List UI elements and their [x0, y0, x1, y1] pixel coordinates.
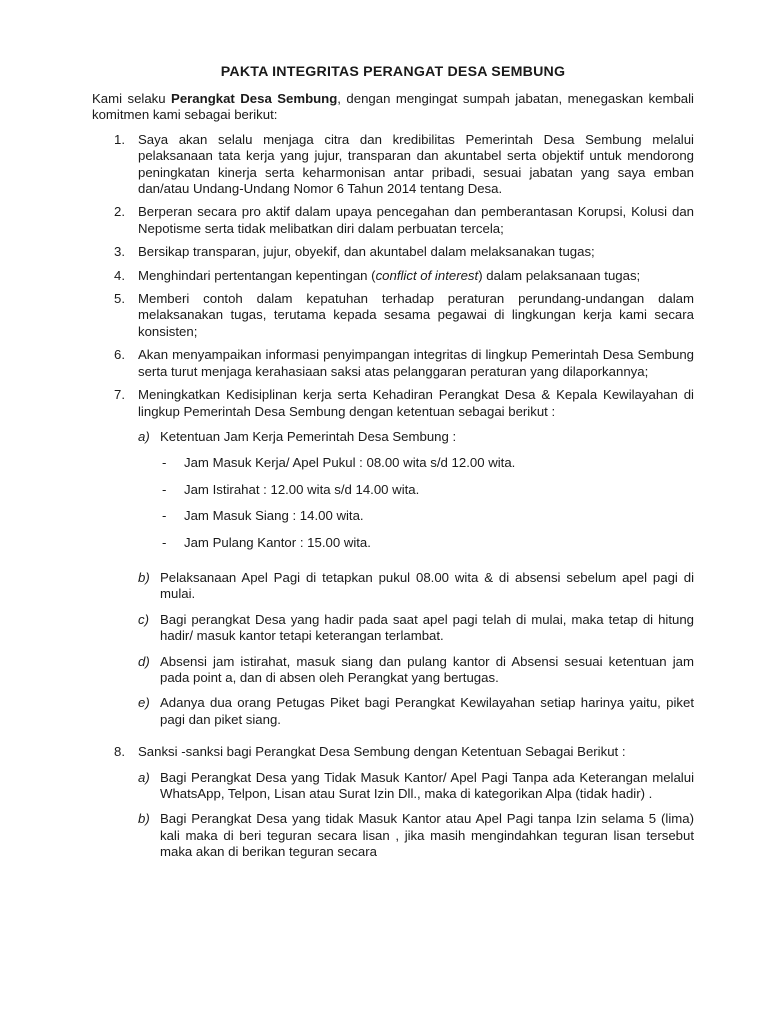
- work-hours-item: [160, 535, 694, 551]
- sub-text: Ketentuan Jam Kerja Pemerintah Desa Sembung :: [160, 428, 457, 444]
- dash-bullet: -: [162, 508, 167, 524]
- work-hours-text: Jam Istirahat : 12.00 wita s/d 14.00 wita.: [184, 481, 420, 497]
- item-text: Berperan secara pro aktif dalam upaya pencegahan dan pemberantasan Korupsi, Kolusi dan Nepotisme serta tidak melibatkan diri dalam perbuatan tercela;: [138, 204, 694, 236]
- work-hours-text: Jam Masuk Siang : 14.00 wita.: [184, 508, 364, 524]
- sub-letter: e): [138, 695, 150, 711]
- dash-bullet: -: [162, 534, 167, 550]
- item-text-post: ) dalam pelaksanaan tugas;: [478, 267, 641, 283]
- item-number: 6.: [114, 347, 125, 363]
- sub-letter: a): [138, 428, 150, 444]
- item-text-italic: conflict of interest: [375, 267, 479, 283]
- list-item-3: [92, 244, 694, 260]
- sublist-item-c: [138, 612, 694, 645]
- item-number: 8.: [114, 744, 125, 760]
- sublist-item-b: [138, 570, 694, 603]
- sub-letter: b): [138, 811, 150, 827]
- sublist-item-e: [138, 695, 694, 728]
- sub-letter: d): [138, 653, 150, 669]
- intro-bold: Perangkat Desa Sembung: [171, 91, 338, 106]
- list-item-1: [92, 132, 694, 198]
- work-hours-item: [160, 455, 694, 471]
- sub-letter: c): [138, 611, 149, 627]
- sub-text: Pelaksanaan Apel Pagi di tetapkan pukul 08.00 wita & di absensi sebelum apel pagi di mulai.: [160, 569, 694, 602]
- item-text: Bersikap transparan, jujur, obyekif, dan akuntabel dalam melaksanakan tugas;: [138, 244, 595, 260]
- work-hours-item: [160, 482, 694, 498]
- item-text: [138, 268, 694, 284]
- item-number: 3.: [114, 244, 125, 260]
- list-item-5: [92, 291, 694, 340]
- list-item-2: [92, 204, 694, 237]
- intro-before: Kami selaku: [92, 91, 172, 106]
- item-number: 5.: [114, 291, 125, 307]
- item-text: Memberi contoh dalam kepatuhan terhadap peraturan perundang-undangan dalam melaksanakan tugas, terutama kepada sesama pegawai di lingkungan kerja kami secara konsisten;: [138, 291, 694, 339]
- intro-paragraph: [92, 91, 694, 124]
- item-text: Sanksi -sanksi bagi Perangkat Desa Sembung dengan Ketentuan Sebagai Berikut :: [138, 744, 626, 760]
- work-hours-item: [160, 508, 694, 524]
- sublist-item-a: [138, 770, 694, 803]
- sublist-item-b: [138, 811, 694, 860]
- sub-text: Bagi perangkat Desa yang hadir pada saat apel pagi telah di mulai, maka tetap di hitung hadir/ masuk kantor tetapi keterangan terlambat.: [160, 611, 694, 644]
- dash-bullet: -: [162, 481, 167, 497]
- work-hours-text: Jam Pulang Kantor : 15.00 wita.: [184, 534, 371, 550]
- sublist-item-d: [138, 654, 694, 687]
- commitment-list: [92, 132, 694, 870]
- item-text-pre: Menghindari pertentangan kepentingan (: [138, 267, 376, 283]
- item-number: 4.: [114, 267, 125, 283]
- work-hours-text: Jam Masuk Kerja/ Apel Pukul : 08.00 wita s/d 12.00 wita.: [184, 455, 516, 471]
- item-number: 2.: [114, 204, 125, 220]
- sub-text: Bagi Perangkat Desa yang tidak Masuk Kantor atau Apel Pagi tanpa Izin selama 5 (lima) kali maka di beri teguran secara lisan , jika masih mengindahkan teguran lisan tersebut maka akan di berikan teguran secara: [160, 811, 694, 860]
- sublist-item-a: [138, 429, 694, 561]
- sanctions-sublist: [138, 770, 694, 861]
- list-item-7: [92, 387, 694, 737]
- discipline-sublist: [138, 429, 694, 728]
- item-text: Akan menyampaikan informasi penyimpangan integritas di lingkup Pemerintah Desa Sembung serta turut menjaga kerahasiaan saksi atas pelanggaran peraturan yang dilaporkannya;: [138, 347, 694, 379]
- sub-text: Adanya dua orang Petugas Piket bagi Perangkat Kewilayahan setiap harinya yaitu, piket pagi dan piket siang.: [160, 695, 694, 727]
- item-text: Meningkatkan Kedisiplinan kerja serta Kehadiran Perangkat Desa & Kepala Kewilayahan di lingkup Pemerintah Desa Sembung dengan ketentuan sebagai berikut :: [138, 387, 694, 419]
- item-number: 1.: [114, 131, 125, 147]
- sub-letter: a): [138, 769, 150, 785]
- dash-bullet: -: [162, 455, 167, 471]
- item-text: Saya akan selalu menjaga citra dan kredibilitas Pemerintah Desa Sembung melalui pelaksanaan tata kerja yang jujur, transparan dan akuntabel serta objektif untuk mendorong peningkatan kinerja serta keharmonisan antar pribadi, sesuai jabatan yang saya emban dan/atau Undang-Undang Nomor 6 Tahun 2014 tentang Desa.: [138, 131, 694, 197]
- list-item-4: [92, 268, 694, 284]
- work-hours-list: [160, 455, 694, 551]
- item-number: 7.: [114, 387, 125, 403]
- list-item-8: [92, 744, 694, 869]
- list-item-6: [92, 347, 694, 380]
- sub-text: Absensi jam istirahat, masuk siang dan pulang kantor di Absensi sesuai ketentuan jam pada point a, dan di absen oleh Perangkat yang bertugas.: [160, 653, 694, 685]
- sub-letter: b): [138, 569, 150, 585]
- document-title: PAKTA INTEGRITAS PERANGAT DESA SEMBUNG: [220, 64, 566, 80]
- intro-after: , dengan mengingat sumpah jabatan, menegaskan kembali komitmen kami sebagai berikut:: [92, 91, 694, 123]
- sub-text: Bagi Perangkat Desa yang Tidak Masuk Kantor/ Apel Pagi Tanpa ada Keterangan melalui WhatsApp, Telpon, Lisan atau Surat Izin Dll., maka di kategorikan Alpa (tidak hadir) .: [160, 769, 694, 801]
